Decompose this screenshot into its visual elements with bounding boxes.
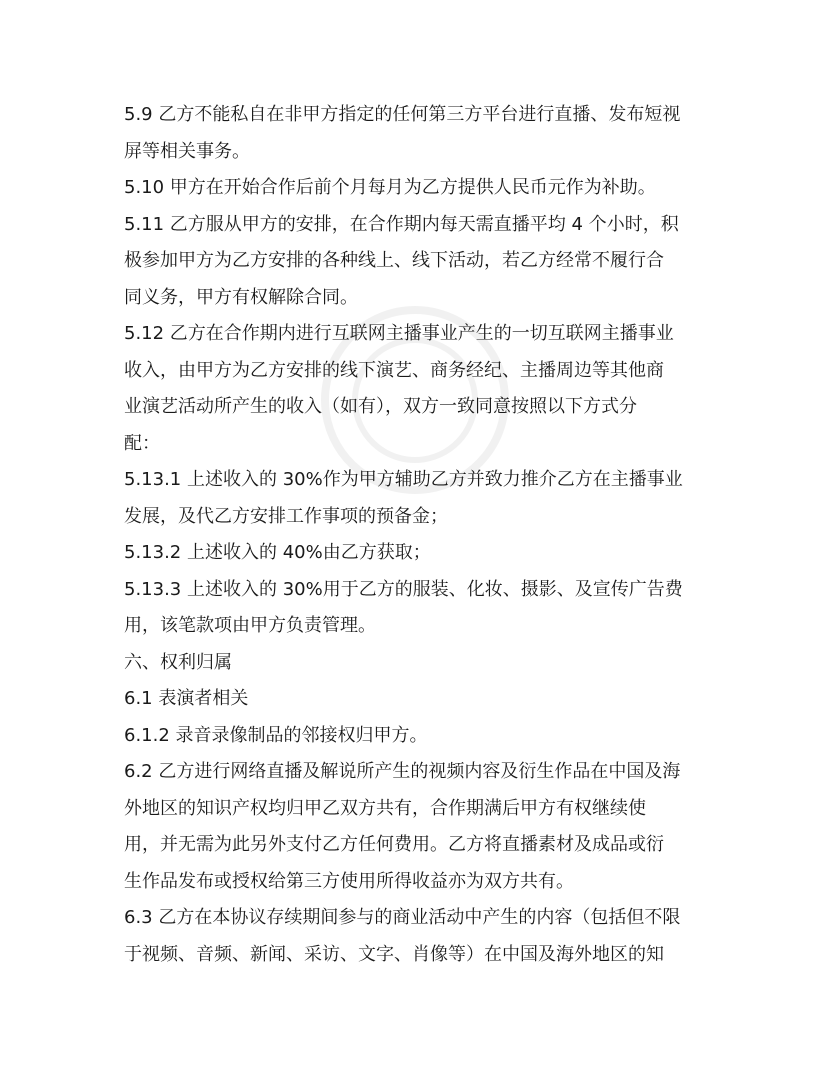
text-line: 6.3 乙方在本协议存续期间参与的商业活动中产生的内容（包括但不限	[124, 907, 681, 928]
text-line: 生作品发布或授权给第三方使用所得收益亦为双方共有。	[124, 870, 574, 892]
text-line: 极参加甲方为乙方安排的各种线上、线下活动，若乙方经常不履行合	[124, 250, 664, 271]
text-line: 同义务，甲方有权解除合同。	[124, 286, 358, 308]
text-line: 于视频、音频、新闻、采访、文字、肖像等）在中国及海外地区的知	[124, 943, 664, 965]
text-line: 配：	[124, 432, 160, 454]
text-line: 外地区的知识产权均归甲乙双方共有，合作期满后甲方有权继续使	[124, 797, 646, 819]
text-line: 发展，及代乙方安排工作事项的预备金；	[124, 505, 448, 527]
text-line: 用，并无需为此另外支付乙方任何费用。乙方将直播素材及成品或衍	[124, 834, 664, 855]
text-line: 收入，由甲方为乙方安排的线下演艺、商务经纪、主播周边等其他商	[124, 359, 664, 381]
text-line: 5.9 乙方不能私自在非甲方指定的任何第三方平台进行直播、发布短视	[124, 104, 681, 125]
text-line: 5.11 乙方服从甲方的安排，在合作期内每天需直播平均 4 个小时，积	[124, 213, 679, 235]
text-line: 5.13.1 上述收入的 30%作为甲方辅助乙方并致力推介乙方在主播事业	[124, 469, 683, 490]
text-line: 6.1.2 录音录像制品的邻接权归甲方。	[124, 724, 428, 746]
text-line: 5.13.3 上述收入的 30%用于乙方的服装、化妆、摄影、及宣传广告费	[124, 578, 683, 600]
text-line: 5.13.2 上述收入的 40%由乙方获取；	[124, 542, 431, 563]
document-body	[124, 97, 724, 973]
section-heading: 六、权利归属	[124, 651, 232, 673]
text-line: 用，该笔款项由甲方负责管理。	[124, 615, 376, 636]
text-line: 6.1 表演者相关	[124, 688, 249, 709]
text-line: 屏等相关事务。	[124, 140, 250, 162]
text-line: 5.10 甲方在开始合作后前个月每月为乙方提供人民币元作为补助。	[124, 177, 656, 198]
text-line: 6.2 乙方进行网络直播及解说所产生的视频内容及衍生作品在中国及海	[124, 761, 681, 782]
text-line: 业演艺活动所产生的收入（如有），双方一致同意按照以下方式分	[124, 396, 637, 417]
text-line: 5.12 乙方在合作期内进行互联网主播事业产生的一切互联网主播事业	[124, 323, 674, 344]
